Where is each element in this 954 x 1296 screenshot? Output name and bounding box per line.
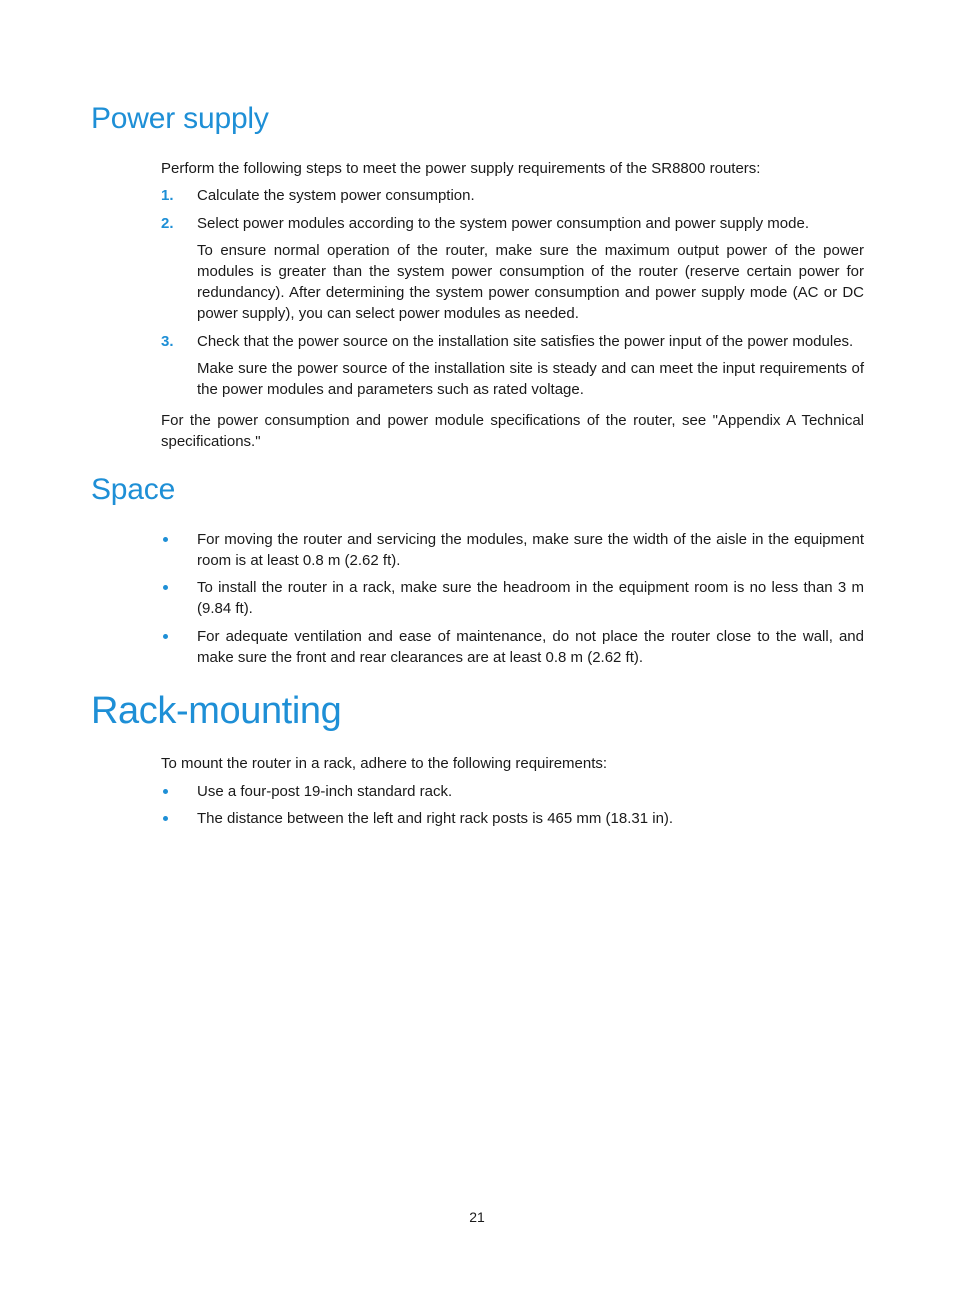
step-text: Calculate the system power consumption. [197,187,475,204]
bullet-icon [163,789,168,794]
space-bullet-2 [161,577,864,619]
step-2-note: To ensure normal operation of the router, make sure the maximum output power of the power modules is greater than the system power consumption of the router (reserve certain power for redundancy). After determining the system power consumption and power supply mode (AC or DC power supply), you can select power modules as needed. [197,242,864,322]
rack-bullet-1 [161,781,864,802]
bullet-text: The distance between the left and right rack posts is 465 mm (18.31 in). [197,810,674,827]
step-2 [161,213,864,234]
heading-rack-mounting: Rack-mounting [91,690,342,732]
space-bullet-3 [161,626,864,668]
step-text: Select power modules according to the system power consumption and power supply mode. [197,215,809,232]
rack-mounting-intro: To mount the router in a rack, adhere to the following requirements: [161,755,608,772]
page-number: 21 [469,1209,485,1225]
heading-power-supply: Power supply [91,102,269,135]
space-bullet-1 [161,529,864,571]
power-supply-intro: Perform the following steps to meet the power supply requirements of the SR8800 routers: [161,160,761,177]
bullet-icon [163,634,168,639]
step-number: 2. [161,215,174,232]
step-text: Check that the power source on the installation site satisfies the power input of the power modules. [197,333,854,350]
bullet-icon [163,816,168,821]
heading-space: Space [91,473,176,506]
bullet-icon [163,585,168,590]
step-number: 1. [161,187,174,204]
step-3 [161,331,864,352]
bullet-text: For adequate ventilation and ease of maintenance, do not place the router close to the wall, and make sure the front and rear clearances are at least 0.8 m (2.62 ft). [197,628,864,666]
bullet-text: Use a four-post 19-inch standard rack. [197,783,453,800]
step-3-note: Make sure the power source of the installation site is steady and can meet the input requirements of the power modules and parameters such as rated voltage. [197,360,864,398]
bullet-text: To install the router in a rack, make sure the headroom in the equipment room is no less than 3 m (9.84 ft). [197,579,864,617]
step-1 [161,185,864,206]
rack-bullet-2 [161,808,864,829]
bullet-icon [163,537,168,542]
bullet-text: For moving the router and servicing the modules, make sure the width of the aisle in the equipment room is at least 0.8 m (2.62 ft). [197,531,864,569]
step-number: 3. [161,333,174,350]
power-supply-closing: For the power consumption and power module specifications of the router, see "Appendix A Technical specifications." [161,412,864,450]
